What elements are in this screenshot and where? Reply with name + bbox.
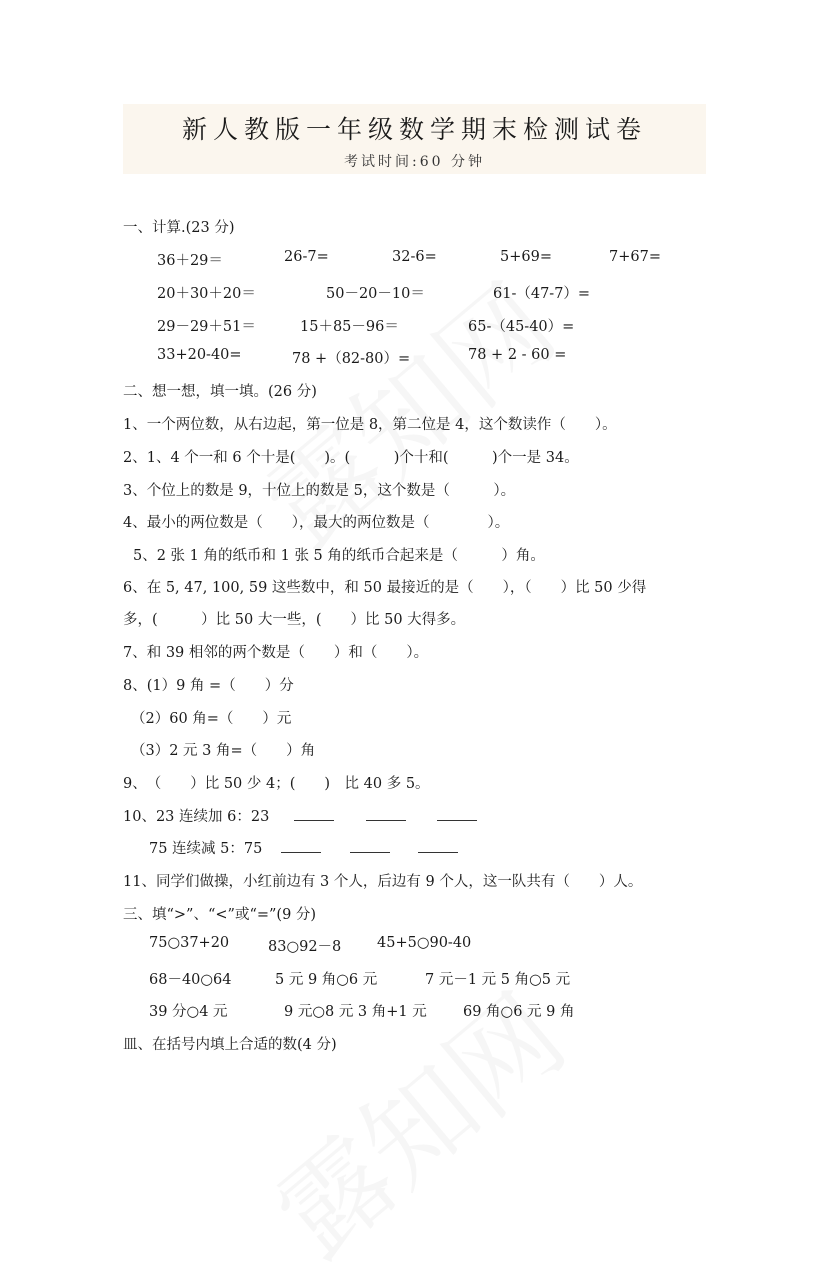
answer-blank[interactable] (294, 806, 334, 821)
header-banner (123, 104, 706, 174)
calc-item: 78 +（82-80）= (292, 351, 411, 367)
calc-item: 33+20-40= (157, 347, 242, 363)
answer-blank[interactable] (281, 838, 321, 853)
calc-item: 50－20－10＝ (326, 286, 425, 302)
exam-time: 考试时间:60 分钟 (344, 154, 485, 170)
question-8-part3: （3）2 元 3 角=（ ）角 (131, 743, 316, 759)
question-8-part2: （2）60 角=（ ）元 (131, 711, 292, 727)
question-4: 4、最小的两位数是（ ），最大的两位数是（ ）。 (123, 515, 510, 531)
compare-item: 75○37+20 (149, 935, 230, 951)
question-10-subtract-text: 75 连续减 5：75 (149, 841, 263, 857)
calc-item: 36＋29＝ (157, 253, 223, 269)
question-1: 1、一个两位数，从右边起，第一位是 8，第二位是 4，这个数读作（ ）。 (123, 417, 617, 433)
calc-item: 5+69= (500, 249, 552, 265)
page-title: 新人教版一年级数学期末检测试卷 (181, 115, 647, 144)
calc-item: 65-（45-40）= (468, 319, 575, 335)
answer-blank[interactable] (418, 838, 458, 853)
compare-item: 39 分○4 元 (149, 1004, 228, 1020)
calc-item: 15＋85－96＝ (300, 319, 399, 335)
question-10-subtract (149, 837, 458, 858)
calc-item: 7+67= (609, 249, 661, 265)
answer-blank[interactable] (437, 806, 477, 821)
question-11: 11、同学们做操，小红前边有 3 个人，后边有 9 个人，这一队共有（ ）人。 (123, 874, 643, 890)
compare-item: 7 元－1 元 5 角○5 元 (425, 972, 571, 988)
question-10-add-text: 10、23 连续加 6：23 (123, 809, 270, 825)
question-2: 2、1、4 个一和 6 个十是( )。( )个十和( )个一是 34。 (123, 450, 579, 466)
section3-heading: 三、填“>”、“<”或“=”(9 分) (123, 907, 317, 923)
compare-item: 45+5○90-40 (377, 935, 472, 951)
section2-heading: 二、想一想，填一填。(26 分) (123, 384, 317, 400)
question-10-add (123, 805, 477, 826)
answer-blank[interactable] (366, 806, 406, 821)
answer-blank[interactable] (350, 838, 390, 853)
section4-heading: 皿、在括号内填上合适的数(4 分) (123, 1037, 337, 1053)
calc-item: 32-6= (392, 249, 437, 265)
calc-item: 26-7= (284, 249, 329, 265)
compare-item: 83○92－8 (268, 939, 342, 955)
question-9: 9、 （ ）比 50 少 4；( ) 比 40 多 5。 (123, 776, 430, 792)
compare-item: 69 角○6 元 9 角 (463, 1004, 575, 1020)
question-7: 7、和 39 相邻的两个数是（ ）和（ ）。 (123, 645, 429, 661)
compare-item: 5 元 9 角○6 元 (275, 972, 378, 988)
question-3: 3、个位上的数是 9，十位上的数是 5，这个数是（ ）。 (123, 483, 516, 499)
calc-item: 78 + 2 - 60 = (468, 347, 567, 363)
section1-heading: 一、计算.(23 分) (123, 220, 235, 236)
compare-item: 68－40○64 (149, 972, 232, 988)
question-6-line2: 多，( ）比 50 大一些，( ）比 50 大得多。 (123, 612, 466, 628)
calc-item: 29－29＋51＝ (157, 319, 256, 335)
question-8-part1: 8、(1）9 角 =（ ）分 (123, 678, 294, 694)
compare-item: 9 元○8 元 3 角+1 元 (284, 1004, 427, 1020)
question-6-line1: 6、在 5, 47, 100, 59 这些数中，和 50 最接近的是（ ），（ ）比 50 少得 (123, 580, 647, 596)
calc-item: 61-（47-7）= (493, 286, 591, 302)
calc-item: 20＋30＋20＝ (157, 286, 256, 302)
question-5: 5、2 张 1 角的纸币和 1 张 5 角的纸币合起来是（ ）角。 (133, 548, 545, 564)
